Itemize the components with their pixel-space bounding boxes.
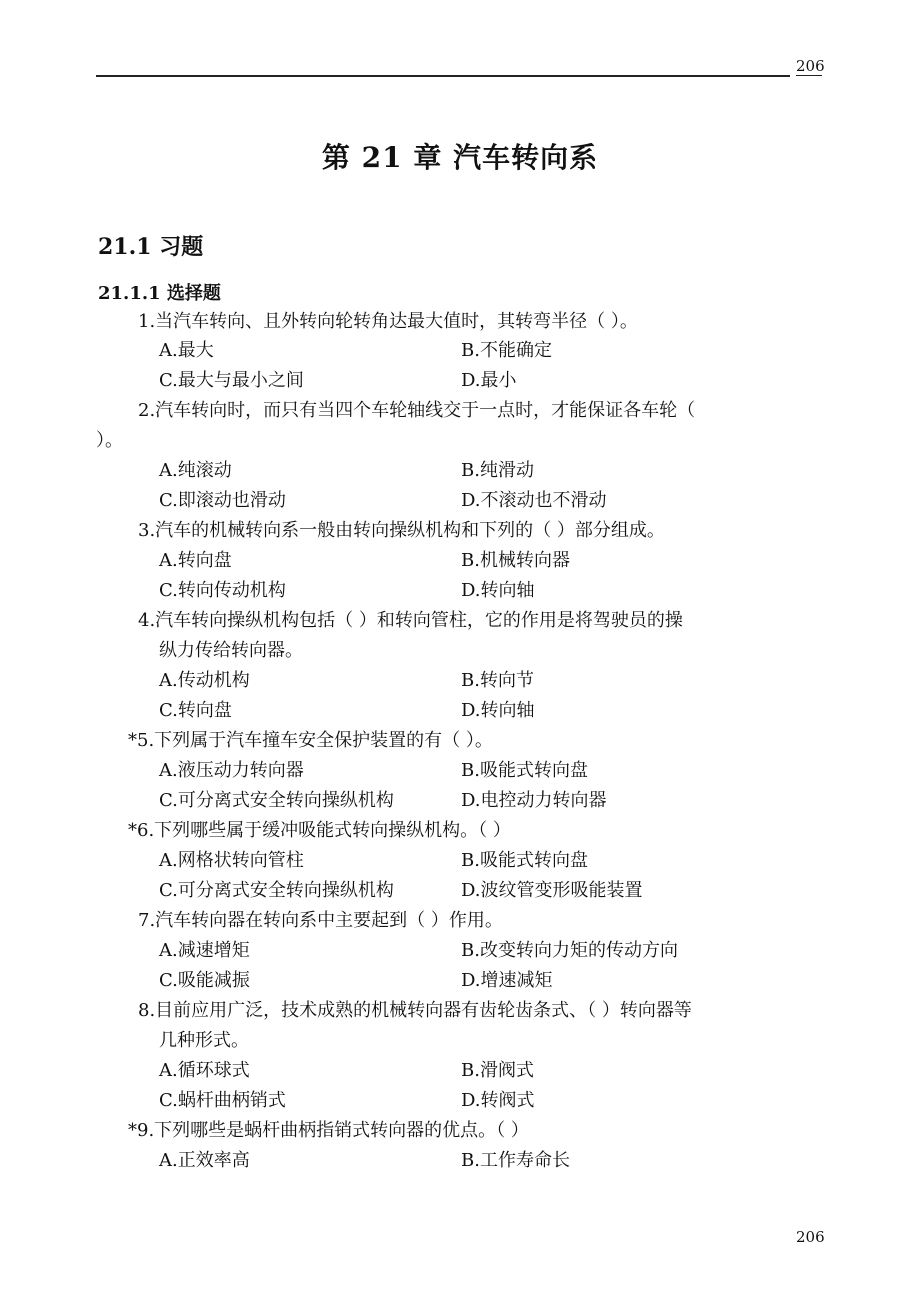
option-4b: B.转向节 (461, 670, 534, 691)
option-7a: A.减速增矩 (159, 940, 250, 961)
option-9b: B.工作寿命长 (461, 1150, 570, 1171)
option-1d: D.最小 (461, 370, 517, 391)
option-2c: C.即滚动也滑动 (159, 490, 286, 511)
option-2d: D.不滚动也不滑动 (461, 490, 607, 511)
option-9a: A.正效率高 (159, 1150, 250, 1171)
section-title: 21.1 习题 (98, 234, 204, 260)
option-4c: C.转向盘 (159, 700, 232, 721)
option-4a: A.传动机构 (159, 670, 250, 691)
option-1b: B.不能确定 (461, 340, 552, 361)
question-5: *5.下列属于汽车撞车安全保护装置的有（ ）。 (128, 730, 493, 751)
header-rule (96, 75, 790, 77)
option-8b: B.滑阀式 (461, 1060, 534, 1081)
header-page-rule (796, 75, 822, 76)
option-5a: A.液压动力转向器 (159, 760, 304, 781)
option-6b: B.吸能式转向盘 (461, 850, 588, 871)
option-8d: D.转阀式 (461, 1090, 535, 1111)
header-page-number: 206 (796, 57, 825, 75)
question-6: *6.下列哪些属于缓冲吸能式转向操纵机构。（ ） (128, 820, 511, 841)
question-2-cont: ）。 (96, 430, 123, 451)
option-3d: D.转向轴 (461, 580, 535, 601)
question-4: 4.汽车转向操纵机构包括（ ）和转向管柱，它的作用是将驾驶员的操 (138, 610, 683, 631)
subsection-title: 21.1.1 选择题 (98, 283, 221, 304)
option-5d: D.电控动力转向器 (461, 790, 607, 811)
question-3: 3.汽车的机械转向系一般由转向操纵机构和下列的（ ）部分组成。 (138, 520, 665, 541)
question-1: 1.当汽车转向、且外转向轮转角达最大值时，其转弯半径（ ）。 (138, 311, 638, 332)
option-7b: B.改变转向力矩的传动方向 (461, 940, 678, 961)
chapter-title: 第 21 章 汽车转向系 (321, 141, 599, 174)
footer-page-number: 206 (796, 1228, 825, 1246)
question-7: 7.汽车转向器在转向系中主要起到（ ）作用。 (138, 910, 503, 931)
option-7d: D.增速减矩 (461, 970, 553, 991)
option-3c: C.转向传动机构 (159, 580, 286, 601)
option-5c: C.可分离式安全转向操纵机构 (159, 790, 394, 811)
option-1c: C.最大与最小之间 (159, 370, 304, 391)
option-2a: A.纯滚动 (159, 460, 232, 481)
option-6c: C.可分离式安全转向操纵机构 (159, 880, 394, 901)
option-6a: A.网格状转向管柱 (159, 850, 304, 871)
option-2b: B.纯滑动 (461, 460, 534, 481)
option-8c: C.蜗杆曲柄销式 (159, 1090, 286, 1111)
option-5b: B.吸能式转向盘 (461, 760, 588, 781)
option-7c: C.吸能减振 (159, 970, 250, 991)
question-8: 8.目前应用广泛，技术成熟的机械转向器有齿轮齿条式、（ ）转向器等 (138, 1000, 692, 1021)
question-8-cont: 几种形式。 (159, 1030, 249, 1051)
question-4-cont: 纵力传给转向器。 (159, 640, 303, 661)
option-6d: D.波纹管变形吸能装置 (461, 880, 643, 901)
question-9: *9.下列哪些是蜗杆曲柄指销式转向器的优点。（ ） (128, 1120, 529, 1141)
option-3b: B.机械转向器 (461, 550, 570, 571)
option-3a: A.转向盘 (159, 550, 232, 571)
question-2: 2.汽车转向时，而只有当四个车轮轴线交于一点时，才能保证各车轮（ (138, 400, 696, 421)
option-1a: A.最大 (159, 340, 214, 361)
option-4d: D.转向轴 (461, 700, 535, 721)
option-8a: A.循环球式 (159, 1060, 250, 1081)
